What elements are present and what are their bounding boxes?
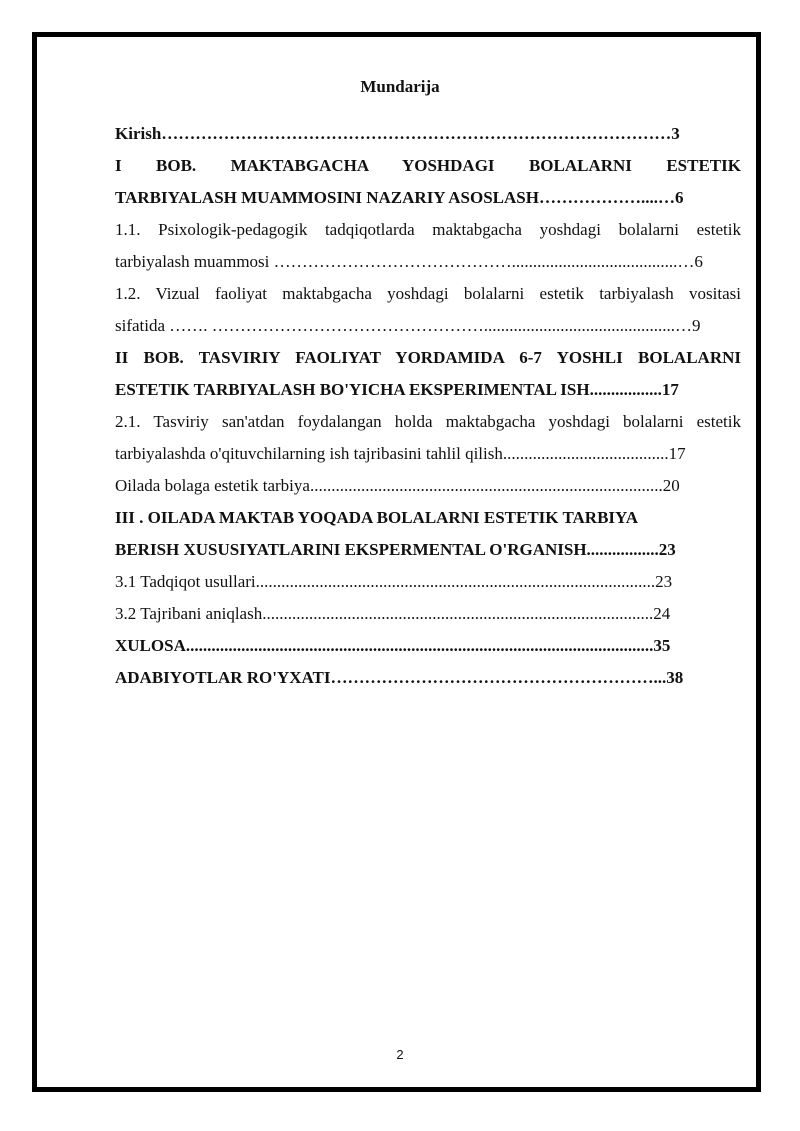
toc-entry-section-1-2-line-1[interactable]: 1.2. Vizual faoliyat maktabgacha yoshdagi bolalarni estetik tarbiyalash vositasi [115,284,741,303]
toc-entry-adabiyotlar[interactable]: ADABIYOTLAR RO'YXATI…………………………………………………...38 [115,668,684,687]
toc-entry-section-1-1-line-1[interactable]: 1.1. Psixologik-pedagogik tadqiqotlarda maktabgacha yoshdagi bolalarni estetik [115,220,741,239]
toc-entry-chapter-2-line-1[interactable]: II BOB. TASVIRIY FAOLIYAT YORDAMIDA 6-7 YOSHLI BOLALARNI [115,348,741,367]
toc-entry-section-3-2[interactable]: 3.2 Tajribani aniqlash............................................................................................24 [115,604,671,623]
toc-entry-section-3-1[interactable]: 3.1 Tadqiqot usullari..............................................................................................23 [115,572,673,591]
toc-entry-section-2-1-line-2[interactable]: tarbiyalashda o'qituvchilarning ish tajribasini tahlil qilish.......................................17 [115,444,686,463]
toc-entry-section-1-2-line-2[interactable]: sifatida ……. ………………………………………….............................................…9 [115,316,701,335]
toc-entry-chapter-1-line-1[interactable]: I BOB. MAKTABGACHA YOSHDAGI BOLALARNI ESTETIK [115,156,741,175]
toc-entry-chapter-3-line-2[interactable]: BERISH XUSUSIYATLARINI EKSPERMENTAL O'RGANISH.................23 [115,540,676,559]
table-of-contents [115,119,741,695]
toc-entry-chapter-2-line-2[interactable]: ESTETIK TARBIYALASH BO'YICHA EKSPERIMENTAL ISH.................17 [115,380,679,399]
toc-entry-kirish[interactable]: Kirish………………………………………………………………………………3 [115,124,680,143]
toc-entry-section-2-1-line-1[interactable]: 2.1. Tasviriy san'atdan foydalangan holda maktabgacha yoshdagi bolalarni estetik [115,412,741,431]
page-number: 2 [396,1047,404,1062]
page-title: Mundarija [360,77,440,96]
toc-entry-chapter-3-line-1[interactable]: III . OILADA MAKTAB YOQADA BOLALARNI ESTETIK TARBIYA [115,508,639,527]
toc-entry-section-1-1-line-2[interactable]: tarbiyalash muammosi …………………………………….......................................…6 [115,252,703,271]
toc-entry-chapter-1-line-2[interactable]: TARBIYALASH MUAMMOSINI NAZARIY ASOSLASH………………....…6 [115,188,684,207]
toc-entry-section-2-2[interactable]: Oilada bolaga estetik tarbiya...................................................................................20 [115,476,680,495]
toc-entry-xulosa[interactable]: XULOSA..............................................................................................................35 [115,636,671,655]
